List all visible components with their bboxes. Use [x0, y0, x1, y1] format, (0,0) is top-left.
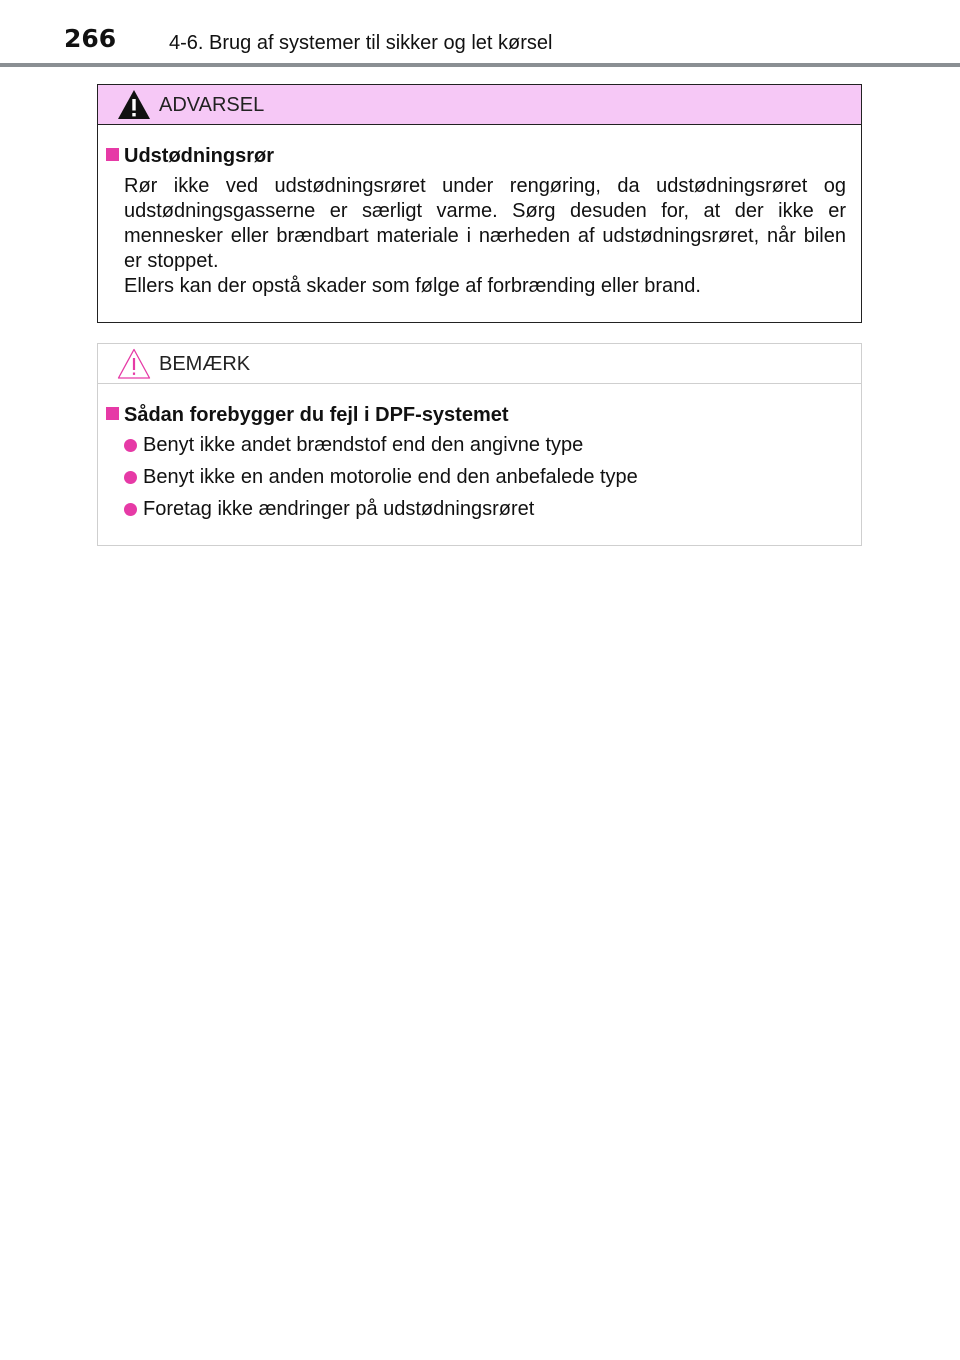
page-number: 266 — [64, 24, 117, 53]
warning-box-header — [98, 85, 861, 125]
header-rule — [0, 63, 960, 67]
warning-item-title — [106, 145, 274, 168]
warning-label: ADVARSEL — [159, 94, 265, 116]
bullet-dot-icon — [124, 471, 137, 484]
warning-paragraph-1: Rør ikke ved udstødningsrøret under rengøring, da udstødningsrøret og udstødningsgasserne er særligt varme. Sørg desuden for, at der ikke er mennesker eller brændbart materiale i nærheden af udstødningsrøret, når bilen er stoppet. — [124, 175, 846, 272]
warning-triangle-icon — [116, 88, 152, 122]
notice-box-header — [98, 344, 861, 384]
list-item-text: Foretag ikke ændringer på udstødningsrøret — [143, 498, 535, 520]
square-bullet-icon — [106, 407, 119, 420]
list-item-text: Benyt ikke en anden motorolie end den anbefalede type — [143, 466, 638, 488]
caution-outline-triangle-icon — [116, 347, 152, 381]
notice-item-title-text: Sådan forebygger du fejl i DPF-systemet — [124, 404, 509, 426]
notice-label: BEMÆRK — [159, 353, 251, 375]
warning-paragraph-2: Ellers kan der opstå skader som følge af forbrænding eller brand. — [124, 275, 701, 297]
warning-item-title-text: Udstødningsrør — [124, 145, 274, 167]
list-item — [124, 497, 844, 529]
warning-text — [124, 174, 846, 299]
warning-box — [97, 84, 862, 323]
page-header — [0, 0, 960, 68]
notice-bullet-list — [124, 433, 844, 529]
square-bullet-icon — [106, 148, 119, 161]
section-title: 4-6. Brug af systemer til sikker og let kørsel — [169, 32, 553, 54]
list-item — [124, 465, 844, 497]
notice-item-title — [106, 404, 509, 427]
bullet-dot-icon — [124, 503, 137, 516]
notice-box — [97, 343, 862, 546]
list-item-text: Benyt ikke andet brændstof end den angivne type — [143, 434, 584, 456]
bullet-dot-icon — [124, 439, 137, 452]
list-item — [124, 433, 844, 465]
